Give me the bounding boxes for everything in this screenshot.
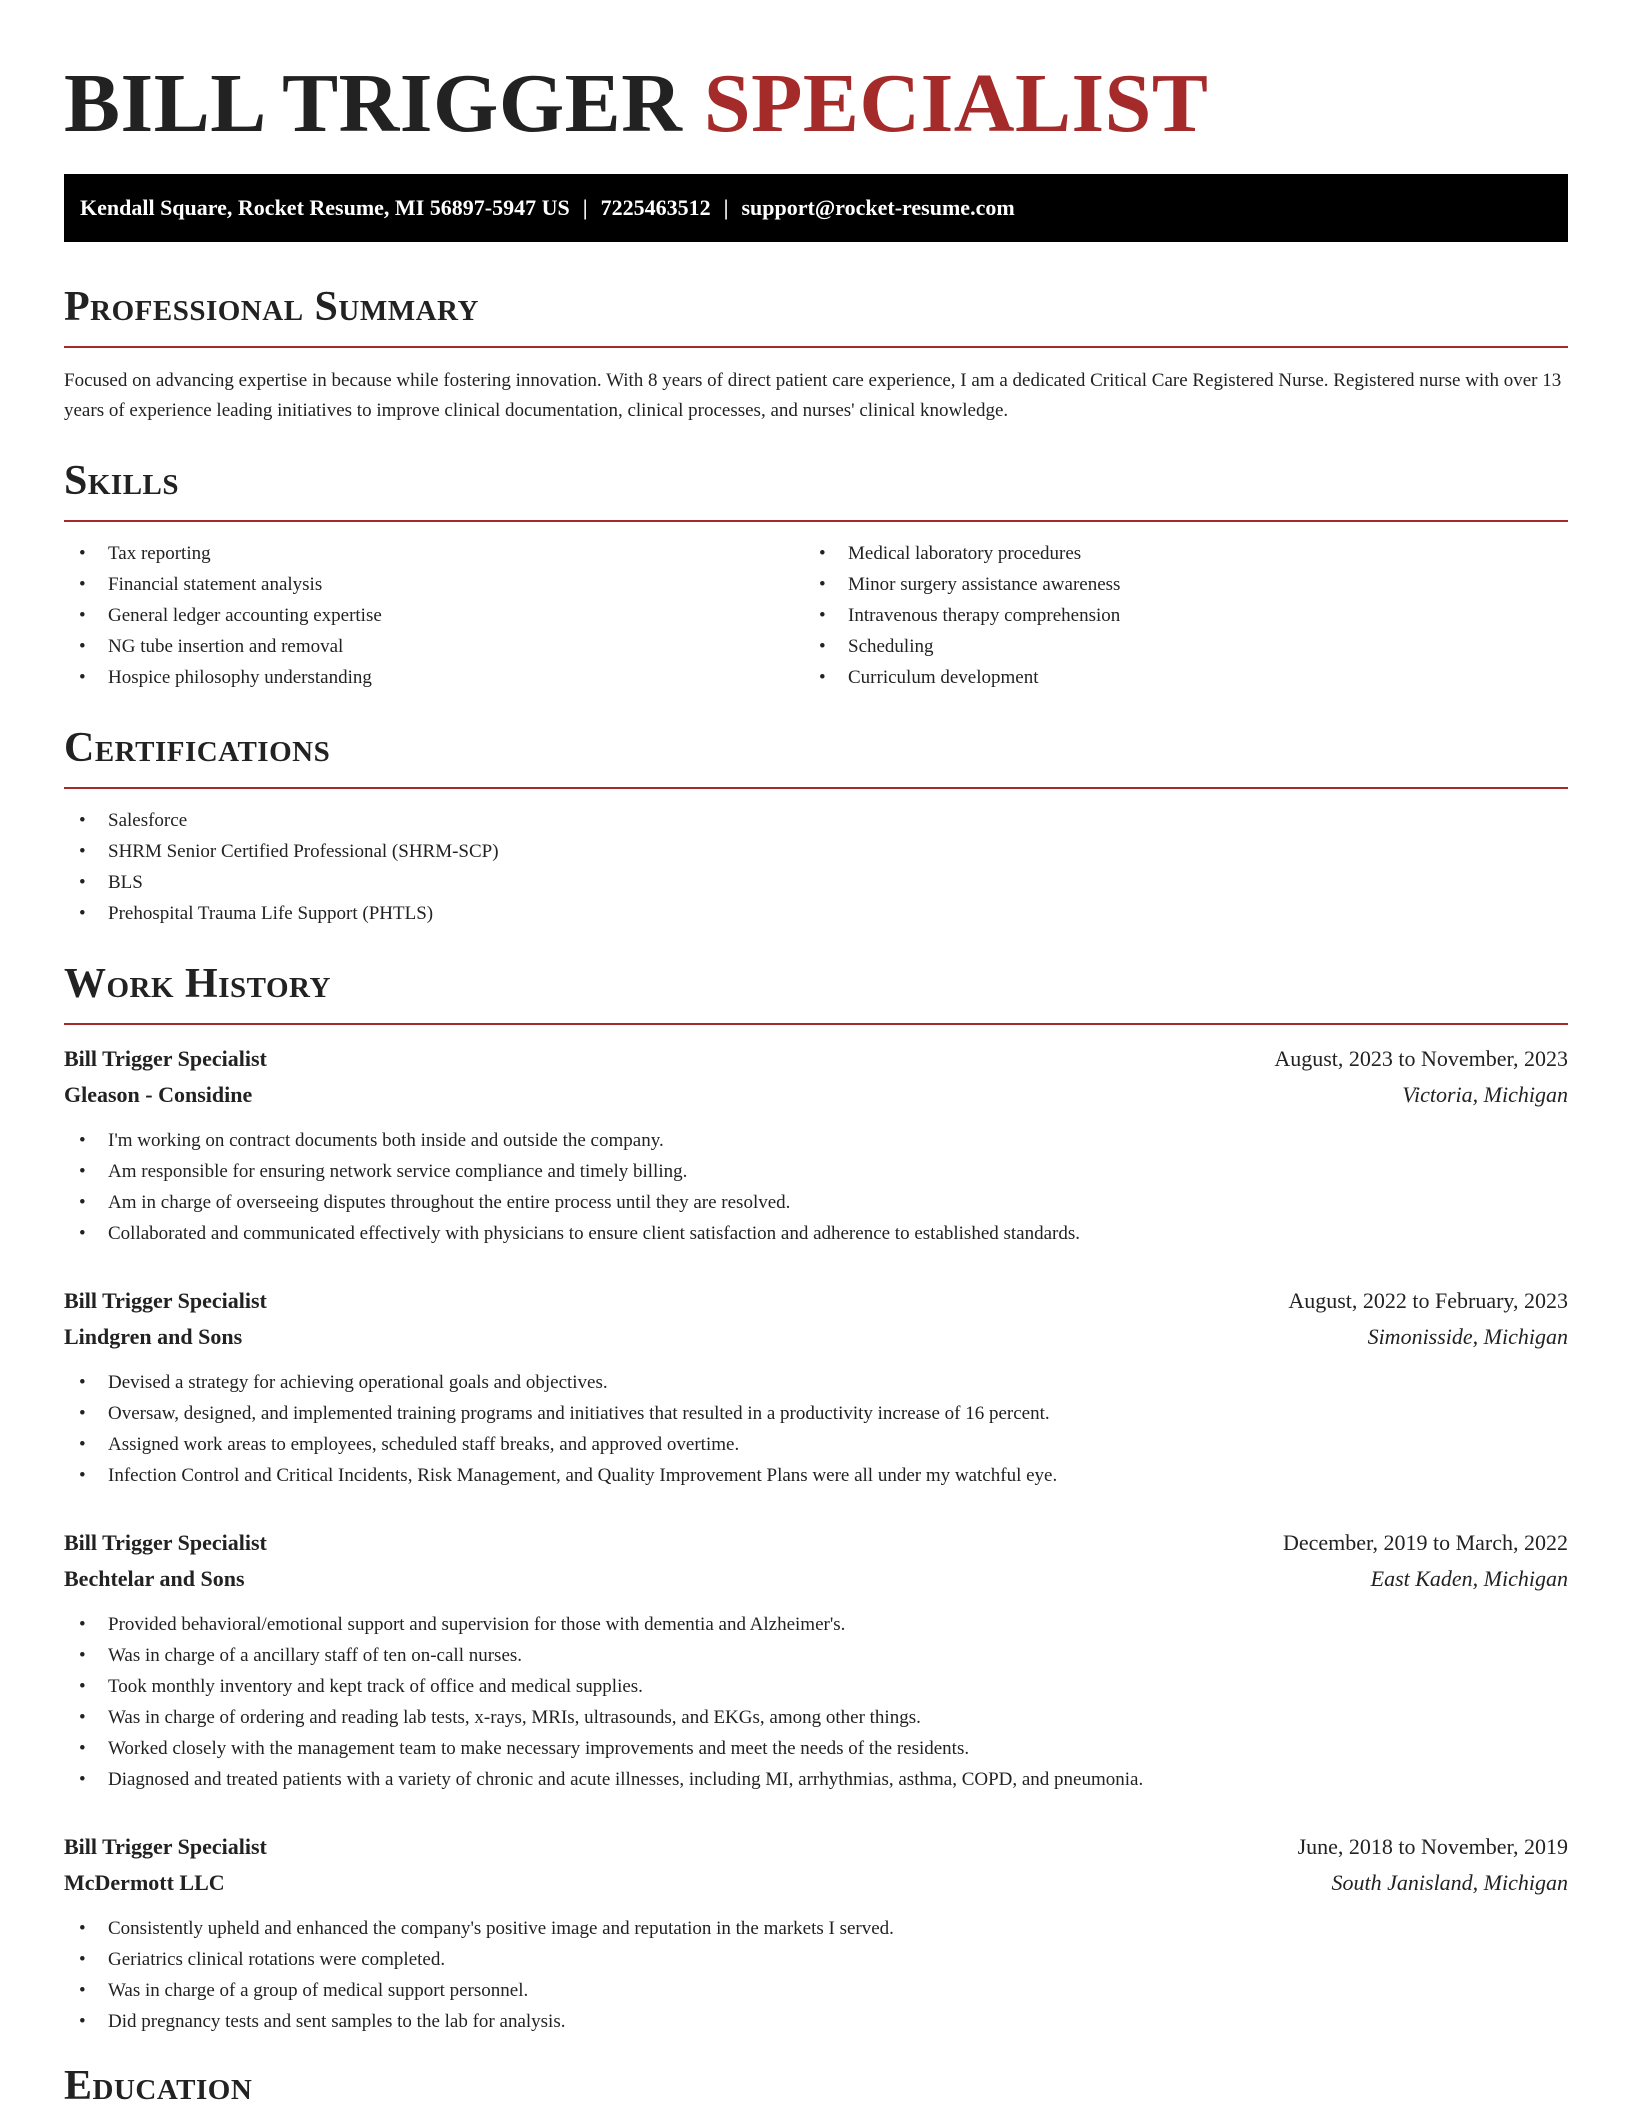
job-title: Bill Trigger Specialist (64, 1530, 267, 1555)
job-company: Gleason - Considine (64, 1082, 253, 1107)
name-first: BILL TRIGGER (64, 57, 683, 150)
skill-item: • Tax reporting (64, 538, 804, 569)
job-bullet: • Am in charge of overseeing disputes throughout the entire process until they are resolved. (64, 1187, 1568, 1218)
job-entry (64, 1283, 1568, 1491)
job-entry (64, 1525, 1568, 1795)
contact-separator: | (582, 195, 588, 220)
contact-phone: 7225463512 (600, 195, 711, 220)
skill-item: • Curriculum development (804, 662, 1544, 693)
contact-address: Kendall Square, Rocket Resume, MI 56897-5947 US (80, 195, 570, 220)
job-entry (64, 1041, 1568, 1249)
summary-section (64, 282, 1568, 426)
summary-text: Focused on advancing expertise in because while fostering innovation. With 8 years of direct patient care experience, I am a dedicated Critical Care Registered Nurse. Registered nurse with over 13 years of experience leading initiatives to improve clinical documentation, clinical processes, and nurses' clinical knowledge. (64, 370, 1562, 421)
contact-bar (64, 174, 1568, 242)
job-company-row (64, 1077, 1568, 1113)
job-bullet: • Diagnosed and treated patients with a variety of chronic and acute illnesses, including MI, arrhythmias, asthma, COPD, and pneumonia. (64, 1764, 1568, 1795)
skills-list-right (804, 538, 1544, 693)
job-dates: December, 2019 to March, 2022 (1282, 1530, 1568, 1555)
skill-item: • Medical laboratory procedures (804, 538, 1544, 569)
resume-name (64, 0, 1568, 150)
job-dates: June, 2018 to November, 2019 (1297, 1834, 1568, 1859)
work-history-section (64, 959, 1568, 2037)
job-bullets (64, 1913, 1568, 2037)
job-header-row (64, 1283, 1568, 1319)
job-location: South Janisland, Michigan (1331, 1870, 1568, 1895)
section-title-education: Education (64, 2063, 253, 2109)
skill-item: • NG tube insertion and removal (64, 631, 804, 662)
job-bullet: • Oversaw, designed, and implemented training programs and initiatives that resulted in a productivity increase of 16 percent. (64, 1398, 1568, 1429)
skills-list-left (64, 538, 804, 693)
job-bullets (64, 1367, 1568, 1491)
skill-item: • Minor surgery assistance awareness (804, 569, 1544, 600)
skill-item: • General ledger accounting expertise (64, 600, 804, 631)
job-bullet: • Did pregnancy tests and sent samples to the lab for analysis. (64, 2006, 1568, 2037)
job-title: Bill Trigger Specialist (64, 1288, 267, 1313)
skills-section (64, 456, 1568, 693)
job-company: Bechtelar and Sons (64, 1566, 245, 1591)
job-bullet: • Was in charge of ordering and reading lab tests, x-rays, MRIs, ultrasounds, and EKGs, among other things. (64, 1702, 1568, 1733)
certification-item: • Prehospital Trauma Life Support (PHTLS) (64, 898, 1568, 929)
job-bullet: • Provided behavioral/emotional support and supervision for those with dementia and Alzheimer's. (64, 1609, 1568, 1640)
job-bullets (64, 1125, 1568, 1249)
job-location: East Kaden, Michigan (1370, 1566, 1568, 1591)
job-company-row (64, 1319, 1568, 1355)
job-bullet: • Infection Control and Critical Incidents, Risk Management, and Quality Improvement Plans were all under my watchful eye. (64, 1460, 1568, 1491)
certifications-list (64, 805, 1568, 929)
job-company-row (64, 1561, 1568, 1597)
job-bullet: • Was in charge of a group of medical support personnel. (64, 1975, 1568, 2006)
certification-item: • BLS (64, 867, 1568, 898)
contact-separator: | (723, 195, 729, 220)
job-location: Victoria, Michigan (1402, 1082, 1568, 1107)
job-bullet: • Geriatrics clinical rotations were completed. (64, 1944, 1568, 1975)
job-dates: August, 2023 to November, 2023 (1274, 1046, 1568, 1071)
name-last: SPECIALIST (703, 57, 1209, 150)
job-header-row (64, 1525, 1568, 1561)
job-bullet: • Devised a strategy for achieving operational goals and objectives. (64, 1367, 1568, 1398)
job-title: Bill Trigger Specialist (64, 1046, 267, 1071)
contact-email: support@rocket-resume.com (741, 195, 1015, 220)
job-company: McDermott LLC (64, 1870, 225, 1895)
skill-item: • Scheduling (804, 631, 1544, 662)
section-title-summary: Professional Summary (64, 284, 479, 330)
job-bullet: • Took monthly inventory and kept track of office and medical supplies. (64, 1671, 1568, 1702)
certifications-section (64, 723, 1568, 929)
job-header-row (64, 1041, 1568, 1077)
section-divider (64, 787, 1568, 789)
section-divider (64, 346, 1568, 348)
job-entry (64, 1829, 1568, 2037)
section-title-certifications: Certifications (64, 725, 331, 771)
job-bullet: • Collaborated and communicated effectively with physicians to ensure client satisfaction and adherence to established standards. (64, 1218, 1568, 1249)
section-title-work-history: Work History (64, 961, 331, 1007)
job-bullet: • Consistently upheld and enhanced the company's positive image and reputation in the markets I served. (64, 1913, 1568, 1944)
job-dates: August, 2022 to February, 2023 (1288, 1288, 1568, 1313)
skill-item: • Intravenous therapy comprehension (804, 600, 1544, 631)
education-section (64, 2061, 1568, 2111)
skill-item: • Hospice philosophy understanding (64, 662, 804, 693)
job-location: Simonisside, Michigan (1367, 1324, 1568, 1349)
job-company: Lindgren and Sons (64, 1324, 243, 1349)
job-bullet: • Am responsible for ensuring network service compliance and timely billing. (64, 1156, 1568, 1187)
job-bullets (64, 1609, 1568, 1795)
job-title: Bill Trigger Specialist (64, 1834, 267, 1859)
job-bullet: • Worked closely with the management team to make necessary improvements and meet the needs of the residents. (64, 1733, 1568, 1764)
skills-grid (64, 522, 1568, 693)
job-bullet: • Assigned work areas to employees, scheduled staff breaks, and approved overtime. (64, 1429, 1568, 1460)
section-divider (64, 1023, 1568, 1025)
job-header-row (64, 1829, 1568, 1865)
job-bullet: • Was in charge of a ancillary staff of ten on-call nurses. (64, 1640, 1568, 1671)
skill-item: • Financial statement analysis (64, 569, 804, 600)
certification-item: • Salesforce (64, 805, 1568, 836)
certification-item: • SHRM Senior Certified Professional (SHRM-SCP) (64, 836, 1568, 867)
section-title-skills: Skills (64, 458, 180, 504)
resume-page (64, 0, 1568, 2111)
job-company-row (64, 1865, 1568, 1901)
job-bullet: • I'm working on contract documents both inside and outside the company. (64, 1125, 1568, 1156)
